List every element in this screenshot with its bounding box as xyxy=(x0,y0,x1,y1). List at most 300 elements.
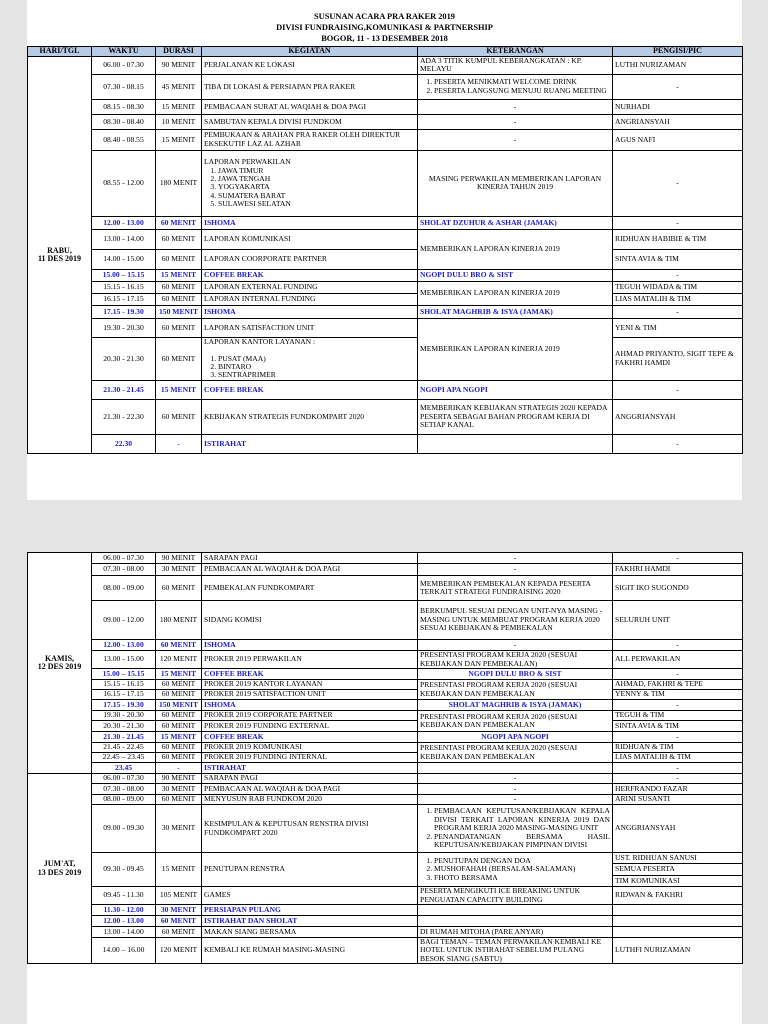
duration-cell: 60 MENIT xyxy=(156,690,202,700)
time-cell: 22.45 – 23.45 xyxy=(92,753,156,763)
duration-cell: 15 MENIT xyxy=(156,269,202,281)
activity-title: LAPORAN KANTOR LAYANAN : xyxy=(204,337,316,346)
time-cell: 14.00 - 15.00 xyxy=(92,249,156,269)
pic-cell: - xyxy=(613,269,743,281)
pic-cell: ANGRIANSYAH xyxy=(613,114,743,129)
duration-cell: 60 MENIT xyxy=(156,753,202,763)
table-row xyxy=(28,916,743,927)
time-cell: 09.45 - 11.30 xyxy=(92,887,156,905)
duration-cell: 15 MENIT xyxy=(156,853,202,887)
duration-cell: 30 MENIT xyxy=(156,784,202,795)
activity-cell xyxy=(202,150,418,216)
time-cell: 08.40 - 08.55 xyxy=(92,129,156,150)
table-row xyxy=(28,281,743,293)
notes-cell: NGOPI APA NGOPI xyxy=(418,380,613,399)
time-cell: 15.15 - 16.15 xyxy=(92,680,156,690)
table-row xyxy=(28,249,743,269)
duration-cell: 60 MENIT xyxy=(156,711,202,721)
duration-cell: 90 MENIT xyxy=(156,57,202,75)
notes-list xyxy=(420,807,610,849)
activity-cell: LAPORAN COORPORATE PARTNER xyxy=(202,249,418,269)
notes-cell: - xyxy=(418,99,613,114)
notes-list xyxy=(420,857,610,882)
activity-cell: ISHOMA xyxy=(202,700,418,711)
activity-cell: KESIMPULAN & KEPUTUSAN RENSTRA DIVISI FUNDKOMPART 2020 xyxy=(202,805,418,853)
duration-cell: 120 MENIT xyxy=(156,938,202,964)
duration-cell: - xyxy=(156,763,202,774)
time-cell: 12.00 - 13.00 xyxy=(92,640,156,651)
table-row xyxy=(28,129,743,150)
duration-cell: 60 MENIT xyxy=(156,927,202,938)
table-row xyxy=(28,795,743,805)
pic-cell: - xyxy=(613,74,743,99)
table-row xyxy=(28,805,743,853)
notes-cell: ADA 3 TITIK KUMPUL KEBERANGKATAN : KP. MELAYU xyxy=(418,57,613,75)
table-row xyxy=(28,74,743,99)
pic-cell: AGUS NAFI xyxy=(613,129,743,150)
table-row xyxy=(28,784,743,795)
pic-cell: LUTHI NURIZAMAN xyxy=(613,57,743,75)
notes-cell: - xyxy=(418,564,613,576)
activity-cell: LAPORAN SATISFACTION UNIT xyxy=(202,318,418,337)
time-cell: 08.00 - 09.00 xyxy=(92,576,156,601)
activity-cell: PEMBACAAN SURAT AL WAQIAH & DOA PAGI xyxy=(202,99,418,114)
time-cell: 07.30 - 08.15 xyxy=(92,74,156,99)
table-row xyxy=(28,337,743,380)
duration-cell: 15 MENIT xyxy=(156,380,202,399)
duration-cell: 60 MENIT xyxy=(156,249,202,269)
notes-cell: NGOPI DULU BRO & SIST xyxy=(418,669,613,680)
time-cell: 12.00 - 13.00 xyxy=(92,216,156,229)
schedule-table-day1 xyxy=(27,46,743,454)
pic-cell: ARINI SUSANTI xyxy=(613,795,743,805)
table-row xyxy=(28,853,743,887)
time-cell: 09.00 - 09.30 xyxy=(92,805,156,853)
day-cell: KAMIS, 12 DES 2019 xyxy=(28,553,92,774)
notes-cell: - xyxy=(418,774,613,784)
activity-cell: PROKER 2019 KOMUNIKASI xyxy=(202,743,418,753)
notes-cell: - xyxy=(418,640,613,651)
activity-cell: PROKER 2019 FUNDING INTERNAL xyxy=(202,753,418,763)
activity-cell: PENUTUPAN RENSTRA xyxy=(202,853,418,887)
activity-cell: SAMBUTAN KEPALA DIVISI FUNDKOM xyxy=(202,114,418,129)
time-cell: 09.00 - 12.00 xyxy=(92,601,156,640)
table-row xyxy=(28,743,743,753)
notes-list xyxy=(420,78,610,95)
notes-cell: - xyxy=(418,553,613,564)
activity-cell: KEBIJAKAN STRATEGIS FUNDKOMPART 2020 xyxy=(202,399,418,434)
schedule-table-day2-3 xyxy=(27,552,743,964)
time-cell: 21.30 - 21.45 xyxy=(92,732,156,743)
notes-cell: SHOLAT DZUHUR & ASHAR (JAMAK) xyxy=(418,216,613,229)
activity-cell: PROKER 2019 SATISFACTION UNIT xyxy=(202,690,418,700)
pic-cell: - xyxy=(613,774,743,784)
time-cell: 13.00 - 15.00 xyxy=(92,651,156,669)
document-subtitle: DIVISI FUNDRAISING,KOMUNIKASI & PARTNERSHIP xyxy=(276,23,493,32)
notes-cell: SHOLAT MAGHRIB & ISYA (JAMAK) xyxy=(418,305,613,318)
activity-cell: KEMBALI KE RUMAH MASING-MASING xyxy=(202,938,418,964)
table-row xyxy=(28,651,743,669)
notes-cell: MEMBERIKAN PEMBEKALAN KEPADA PESERTA TERKAIT STRATEGI FUNDRAISING 2020 xyxy=(418,576,613,601)
notes-cell: MEMBERIKAN LAPORAN KINERJA 2019 xyxy=(418,281,613,305)
pic-cell: - xyxy=(613,700,743,711)
activity-cell: PEMBUKAAN & ARAHAN PRA RAKER OLEH DIREKTUR EKSEKUTIF LAZ AL AZHAR xyxy=(202,129,418,150)
notes-cell xyxy=(418,905,613,916)
duration-cell: 60 MENIT xyxy=(156,721,202,732)
pic-cell: ALL PERWAKILAN xyxy=(613,651,743,669)
table-row xyxy=(28,753,743,763)
notes-cell: DI RUMAH MITOHA (PARE ANYAR) xyxy=(418,927,613,938)
duration-cell: 60 MENIT xyxy=(156,229,202,249)
activity-cell: LAPORAN INTERNAL FUNDING xyxy=(202,293,418,305)
duration-cell: 90 MENIT xyxy=(156,774,202,784)
table-row xyxy=(28,229,743,249)
col-header-activity: KEGIATAN xyxy=(202,47,418,57)
pic-entry: SEMUA PESERTA xyxy=(613,864,742,875)
table-row xyxy=(28,57,743,75)
time-cell: 14.00 – 16.00 xyxy=(92,938,156,964)
time-cell: 06.00 - 07.30 xyxy=(92,57,156,75)
notes-cell: - xyxy=(418,795,613,805)
table-row xyxy=(28,905,743,916)
pic-cell: LUTHFI NURIZAMAN xyxy=(613,938,743,964)
time-cell: 08.55 - 12.00 xyxy=(92,150,156,216)
duration-cell: 60 MENIT xyxy=(156,318,202,337)
pic-cell: LIAS MATALIH & TIM xyxy=(613,753,743,763)
time-cell: 19.30 - 20.30 xyxy=(92,318,156,337)
time-cell: 08.15 - 08.30 xyxy=(92,99,156,114)
table-row xyxy=(28,763,743,774)
pic-entry: UST. RIDHUAN SANUSI xyxy=(613,853,742,864)
document-title: SUSUNAN ACARA PRA RAKER 2019 xyxy=(314,12,455,21)
time-cell: 08.30 - 08.40 xyxy=(92,114,156,129)
pic-cell: ANGGRIANSYAH xyxy=(613,805,743,853)
time-cell: 13.00 - 14.00 xyxy=(92,927,156,938)
pic-cell: ANGGRIANSYAH xyxy=(613,399,743,434)
table-row xyxy=(28,399,743,434)
table-row xyxy=(28,938,743,964)
pic-cell: - xyxy=(613,640,743,651)
duration-cell: 45 MENIT xyxy=(156,74,202,99)
activity-cell: PEMBACAAN AL WAQIAH & DOA PAGI xyxy=(202,564,418,576)
time-cell: 21.45 - 22.45 xyxy=(92,743,156,753)
activity-sublist xyxy=(204,167,415,209)
activity-cell: GAMES xyxy=(202,887,418,905)
time-cell: 09.30 - 09.45 xyxy=(92,853,156,887)
list-item: 1. PEMBACAAN KEPUTUSAN/KEBIJAKAN KEPALA DIVISI TERKAIT LAPORAN KINERJA 2019 DAN PROGRAM KERJA 2020 MASING-MASING UNIT xyxy=(434,807,610,832)
table-row xyxy=(28,887,743,905)
table-row xyxy=(28,669,743,680)
table-row xyxy=(28,305,743,318)
pic-cell: SINTA AVIA & TIM xyxy=(613,249,743,269)
time-cell: 11.30 - 12.00 xyxy=(92,905,156,916)
time-cell: 21.30 - 22.30 xyxy=(92,399,156,434)
pic-cell: - xyxy=(613,434,743,453)
table-row xyxy=(28,269,743,281)
duration-cell: 15 MENIT xyxy=(156,732,202,743)
time-cell: 20.30 - 21.30 xyxy=(92,337,156,380)
duration-cell: 60 MENIT xyxy=(156,576,202,601)
pic-cell: - xyxy=(613,732,743,743)
duration-cell: 90 MENIT xyxy=(156,553,202,564)
time-cell: 15.00 – 15.15 xyxy=(92,669,156,680)
pic-cell: RIDHUAN HABIBIE & TIM xyxy=(613,229,743,249)
activity-cell: PERSIAPAN PULANG xyxy=(202,905,418,916)
list-item: 2. JAWA TENGAH xyxy=(218,175,415,183)
table-row xyxy=(28,732,743,743)
pic-cell: - xyxy=(613,305,743,318)
duration-cell: 30 MENIT xyxy=(156,805,202,853)
table-row xyxy=(28,318,743,337)
duration-cell: 60 MENIT xyxy=(156,281,202,293)
pic-cell: - xyxy=(613,763,743,774)
table-row xyxy=(28,680,743,690)
activity-cell: SIDANG KOMISI xyxy=(202,601,418,640)
duration-cell: 15 MENIT xyxy=(156,669,202,680)
pic-cell: TEGUH & TIM xyxy=(613,711,743,721)
time-cell: 17.15 - 19.30 xyxy=(92,305,156,318)
activity-cell: TIBA DI LOKASI & PERSIAPAN PRA RAKER xyxy=(202,74,418,99)
pic-cell: - xyxy=(613,380,743,399)
table-row xyxy=(28,564,743,576)
activity-cell: LAPORAN KOMUNIKASI xyxy=(202,229,418,249)
notes-cell: BERKUMPUL SESUAI DENGAN UNIT-NYA MASING - MASING UNTUK MEMBUAT PROGRAM KERJA 2020 SESUAI KEBIJAKAN & PEMBEKALAN xyxy=(418,601,613,640)
activity-cell: COFFEE BREAK xyxy=(202,380,418,399)
table-row xyxy=(28,99,743,114)
notes-cell xyxy=(418,916,613,927)
activity-cell: COFFEE BREAK xyxy=(202,269,418,281)
duration-cell: 180 MENIT xyxy=(156,601,202,640)
table-row xyxy=(28,721,743,732)
duration-cell: 120 MENIT xyxy=(156,651,202,669)
time-cell: 17.15 - 19.30 xyxy=(92,700,156,711)
table-row xyxy=(28,434,743,453)
notes-cell: MEMBERIKAN LAPORAN KINERJA 2019 xyxy=(418,229,613,269)
notes-cell: MEMBERIKAN LAPORAN KINERJA 2019 xyxy=(418,318,613,380)
table-row xyxy=(28,216,743,229)
time-cell: 23.45 xyxy=(92,763,156,774)
time-cell: 06.00 - 07.30 xyxy=(92,553,156,564)
list-item: 5. SULAWESI SELATAN xyxy=(218,200,415,208)
time-cell: 15.15 - 16.15 xyxy=(92,281,156,293)
list-item: 2. PESERTA LANGSUNG MENUJU RUANG MEETING xyxy=(434,87,610,95)
activity-cell: ISTIRAHAT xyxy=(202,763,418,774)
table-row xyxy=(28,576,743,601)
duration-cell: 60 MENIT xyxy=(156,743,202,753)
table-row xyxy=(28,690,743,700)
list-item: 1. PUSAT (MAA) xyxy=(218,355,415,363)
activity-cell: PEMBEKALAN FUNDKOMPART xyxy=(202,576,418,601)
activity-cell: PROKER 2019 CORPORATE PARTNER xyxy=(202,711,418,721)
notes-cell xyxy=(418,853,613,887)
pic-entry: TIM KOMUNIKASI xyxy=(615,875,680,885)
duration-cell: - xyxy=(156,434,202,453)
time-cell: 22.30 xyxy=(92,434,156,453)
activity-sublist xyxy=(204,355,415,380)
pic-cell: SELURUH UNIT xyxy=(613,601,743,640)
notes-cell xyxy=(418,805,613,853)
pic-cell: - xyxy=(613,553,743,564)
notes-cell: PESERTA MENGIKUTI ICE BREAKING UNTUK PENGUATAN CAPACITY BUILDING xyxy=(418,887,613,905)
time-cell: 07.30 - 08.00 xyxy=(92,784,156,795)
list-item: 2. MUSHOFAHAH (BERSALAM-SALAMAN) xyxy=(434,865,610,873)
document-header xyxy=(27,0,742,46)
duration-cell: 60 MENIT xyxy=(156,337,202,380)
table-row xyxy=(28,640,743,651)
pic-cell: LIAS MATALIH & TIM xyxy=(613,293,743,305)
activity-cell: PROKER 2019 FUNDING EXTERNAL xyxy=(202,721,418,732)
pic-cell: AHMAD, FAKHRI & TEPE xyxy=(613,680,743,690)
activity-cell: MENYUSUN RAB FUNDKOM 2020 xyxy=(202,795,418,805)
table-row xyxy=(28,601,743,640)
list-item: 2. BINTARO xyxy=(218,363,415,371)
table-row xyxy=(28,553,743,564)
activity-cell: PROKER 2019 KANTOR LAYANAN xyxy=(202,680,418,690)
notes-cell xyxy=(418,74,613,99)
activity-cell: PROKER 2019 PERWAKILAN xyxy=(202,651,418,669)
duration-cell: 180 MENIT xyxy=(156,150,202,216)
activity-cell: MAKAN SIANG BERSAMA xyxy=(202,927,418,938)
duration-cell: 60 MENIT xyxy=(156,680,202,690)
pic-cell: RIDHUAN & TIM xyxy=(613,743,743,753)
list-item: 3. FHOTO BERSAMA xyxy=(434,874,610,882)
duration-cell: 60 MENIT xyxy=(156,293,202,305)
list-item: 2. PENANDATANGAN BERSAMA HASIL KEPUTUSAN/KEBIJAKAN PIMPINAN DIVISI xyxy=(434,833,610,850)
notes-cell: SHOLAT MAGHRIB & ISYA (JAMAK) xyxy=(418,700,613,711)
day-cell: RABU, 11 DES 2019 xyxy=(28,57,92,454)
pic-cell xyxy=(613,853,743,887)
notes-cell: PRESENTASI PROGRAM KERJA 2020 (SESUAI KEBIJAKAN DAN PEMBEKALAN) xyxy=(418,651,613,669)
table-header-row xyxy=(28,47,743,57)
duration-cell: 105 MENIT xyxy=(156,887,202,905)
activity-cell: ISTIRAHAT DAN SHOLAT xyxy=(202,916,418,927)
table-row xyxy=(28,774,743,784)
activity-cell: SARAPAN PAGI xyxy=(202,774,418,784)
notes-cell: PRESENTASI PROGRAM KERJA 2020 (SESUAI KEBIJAKAN DAN PEMBEKALAN xyxy=(418,680,613,700)
time-cell: 19.30 - 20.30 xyxy=(92,711,156,721)
pic-cell: TEGUH WIDADA & TIM xyxy=(613,281,743,293)
time-cell: 16.15 - 17.15 xyxy=(92,293,156,305)
time-cell: 08.00 - 09.00 xyxy=(92,795,156,805)
notes-cell: - xyxy=(418,784,613,795)
day-cell: JUM'AT, 13 DES 2019 xyxy=(28,774,92,964)
document-location-date: BOGOR, 11 - 13 DESEMBER 2018 xyxy=(321,34,448,43)
duration-cell: 60 MENIT xyxy=(156,216,202,229)
duration-cell: 15 MENIT xyxy=(156,99,202,114)
duration-cell: 150 MENIT xyxy=(156,700,202,711)
pic-cell: RIDWAN & FAKHRI xyxy=(613,887,743,905)
pic-cell: YENI & TIM xyxy=(613,318,743,337)
notes-cell: MASING PERWAKILAN MEMBERIKAN LAPORAN KINERJA TAHUN 2019 xyxy=(418,150,613,216)
activity-cell: ISHOMA xyxy=(202,216,418,229)
schedule-page-2 xyxy=(27,552,742,1024)
table-row xyxy=(28,150,743,216)
notes-cell: PRESENTASI PROGRAM KERJA 2020 (SESUAI KEBIJAKAN DAN PEMBEKALAN xyxy=(418,711,613,732)
notes-cell: MEMBERIKAN KEBIJAKAN STRATEGIS 2020 KEPADA PESERTA SEBAGAI BAHAN PROGRAM KERJA DI SETIAP KANAL xyxy=(418,399,613,434)
notes-cell: - xyxy=(418,114,613,129)
time-cell: 20.30 - 21.30 xyxy=(92,721,156,732)
activity-cell: SARAPAN PAGI xyxy=(202,553,418,564)
pic-cell xyxy=(613,905,743,916)
time-cell: 06.00 - 07.30 xyxy=(92,774,156,784)
col-header-notes: KETERANGAN xyxy=(418,47,613,57)
time-cell: 15.00 – 15.15 xyxy=(92,269,156,281)
time-cell: 12.00 - 13.00 xyxy=(92,916,156,927)
notes-cell: PRESENTASI PROGRAM KERJA 2020 (SESUAI KEBIJAKAN DAN PEMBEKALAN xyxy=(418,743,613,763)
notes-cell: - xyxy=(418,129,613,150)
notes-cell xyxy=(418,763,613,774)
list-item: 4. SUMATERA BARAT xyxy=(218,192,415,200)
pic-cell: - xyxy=(613,669,743,680)
pic-cell: SINTA AVIA & TIM xyxy=(613,721,743,732)
list-item: 3. YOGYAKARTA xyxy=(218,183,415,191)
pic-cell xyxy=(613,927,743,938)
pic-cell: HERFRANDO FAZAR xyxy=(613,784,743,795)
pic-cell: FAKHRI HAMDI xyxy=(613,564,743,576)
time-cell: 07.30 - 08.00 xyxy=(92,564,156,576)
pic-cell: AHMAD PRIYANTO, SIGIT TEPE & FAKHRI HAMDI xyxy=(613,337,743,380)
schedule-page-1 xyxy=(27,0,742,500)
notes-cell: BAGI TEMAN – TEMAN PERWAKILAN KEMBALI KE HOTEL UNTUK ISTIRAHAT SEBELUM PULANG BESOK SIANG (SABTU) xyxy=(418,938,613,964)
table-row xyxy=(28,293,743,305)
list-item: 1. JAWA TIMUR xyxy=(218,167,415,175)
notes-cell: NGOPI DULU BRO & SIST xyxy=(418,269,613,281)
time-cell: 21.30 - 21.45 xyxy=(92,380,156,399)
table-row xyxy=(28,700,743,711)
col-header-time: WAKTU xyxy=(92,47,156,57)
table-row xyxy=(28,711,743,721)
duration-cell: 60 MENIT xyxy=(156,795,202,805)
pic-cell: SIGIT IKO SUGONDO xyxy=(613,576,743,601)
activity-cell xyxy=(202,337,418,380)
duration-cell: 10 MENIT xyxy=(156,114,202,129)
activity-cell: COFFEE BREAK xyxy=(202,669,418,680)
pic-cell: - xyxy=(613,216,743,229)
activity-cell: ISHOMA xyxy=(202,305,418,318)
activity-cell: LAPORAN EXTERNAL FUNDING xyxy=(202,281,418,293)
pic-cell: - xyxy=(613,150,743,216)
activity-cell: PERJALANAN KE LOKASI xyxy=(202,57,418,75)
activity-cell: PEMBACAAN AL WAQIAH & DOA PAGI xyxy=(202,784,418,795)
activity-cell: ISTIRAHAT xyxy=(202,434,418,453)
list-item: 1. PENUTUPAN DENGAN DOA xyxy=(434,857,610,865)
col-header-pic: PENGISI/PIC xyxy=(613,47,743,57)
col-header-duration: DURASI xyxy=(156,47,202,57)
time-cell: 16.15 - 17.15 xyxy=(92,690,156,700)
table-row xyxy=(28,114,743,129)
duration-cell: 30 MENIT xyxy=(156,564,202,576)
table-row xyxy=(28,927,743,938)
activity-cell: COFFEE BREAK xyxy=(202,732,418,743)
duration-cell: 15 MENIT xyxy=(156,129,202,150)
duration-cell: 60 MENIT xyxy=(156,640,202,651)
list-item: 3. SENTRAPRIMER xyxy=(218,371,415,379)
col-header-day: HARI/TGL xyxy=(28,47,92,57)
notes-cell: NGOPI APA NGOPI xyxy=(418,732,613,743)
duration-cell: 60 MENIT xyxy=(156,916,202,927)
time-cell: 13.00 - 14.00 xyxy=(92,229,156,249)
activity-cell: ISHOMA xyxy=(202,640,418,651)
notes-cell xyxy=(418,434,613,453)
list-item: 1. PESERTA MENIKMATI WELCOME DRINK xyxy=(434,78,610,86)
activity-title: LAPORAN PERWAKILAN xyxy=(204,157,291,167)
duration-cell: 60 MENIT xyxy=(156,399,202,434)
duration-cell: 30 MENIT xyxy=(156,905,202,916)
table-row xyxy=(28,380,743,399)
pic-cell: YENNY & TIM xyxy=(613,690,743,700)
pic-cell: NURHADI xyxy=(613,99,743,114)
pic-cell xyxy=(613,916,743,927)
